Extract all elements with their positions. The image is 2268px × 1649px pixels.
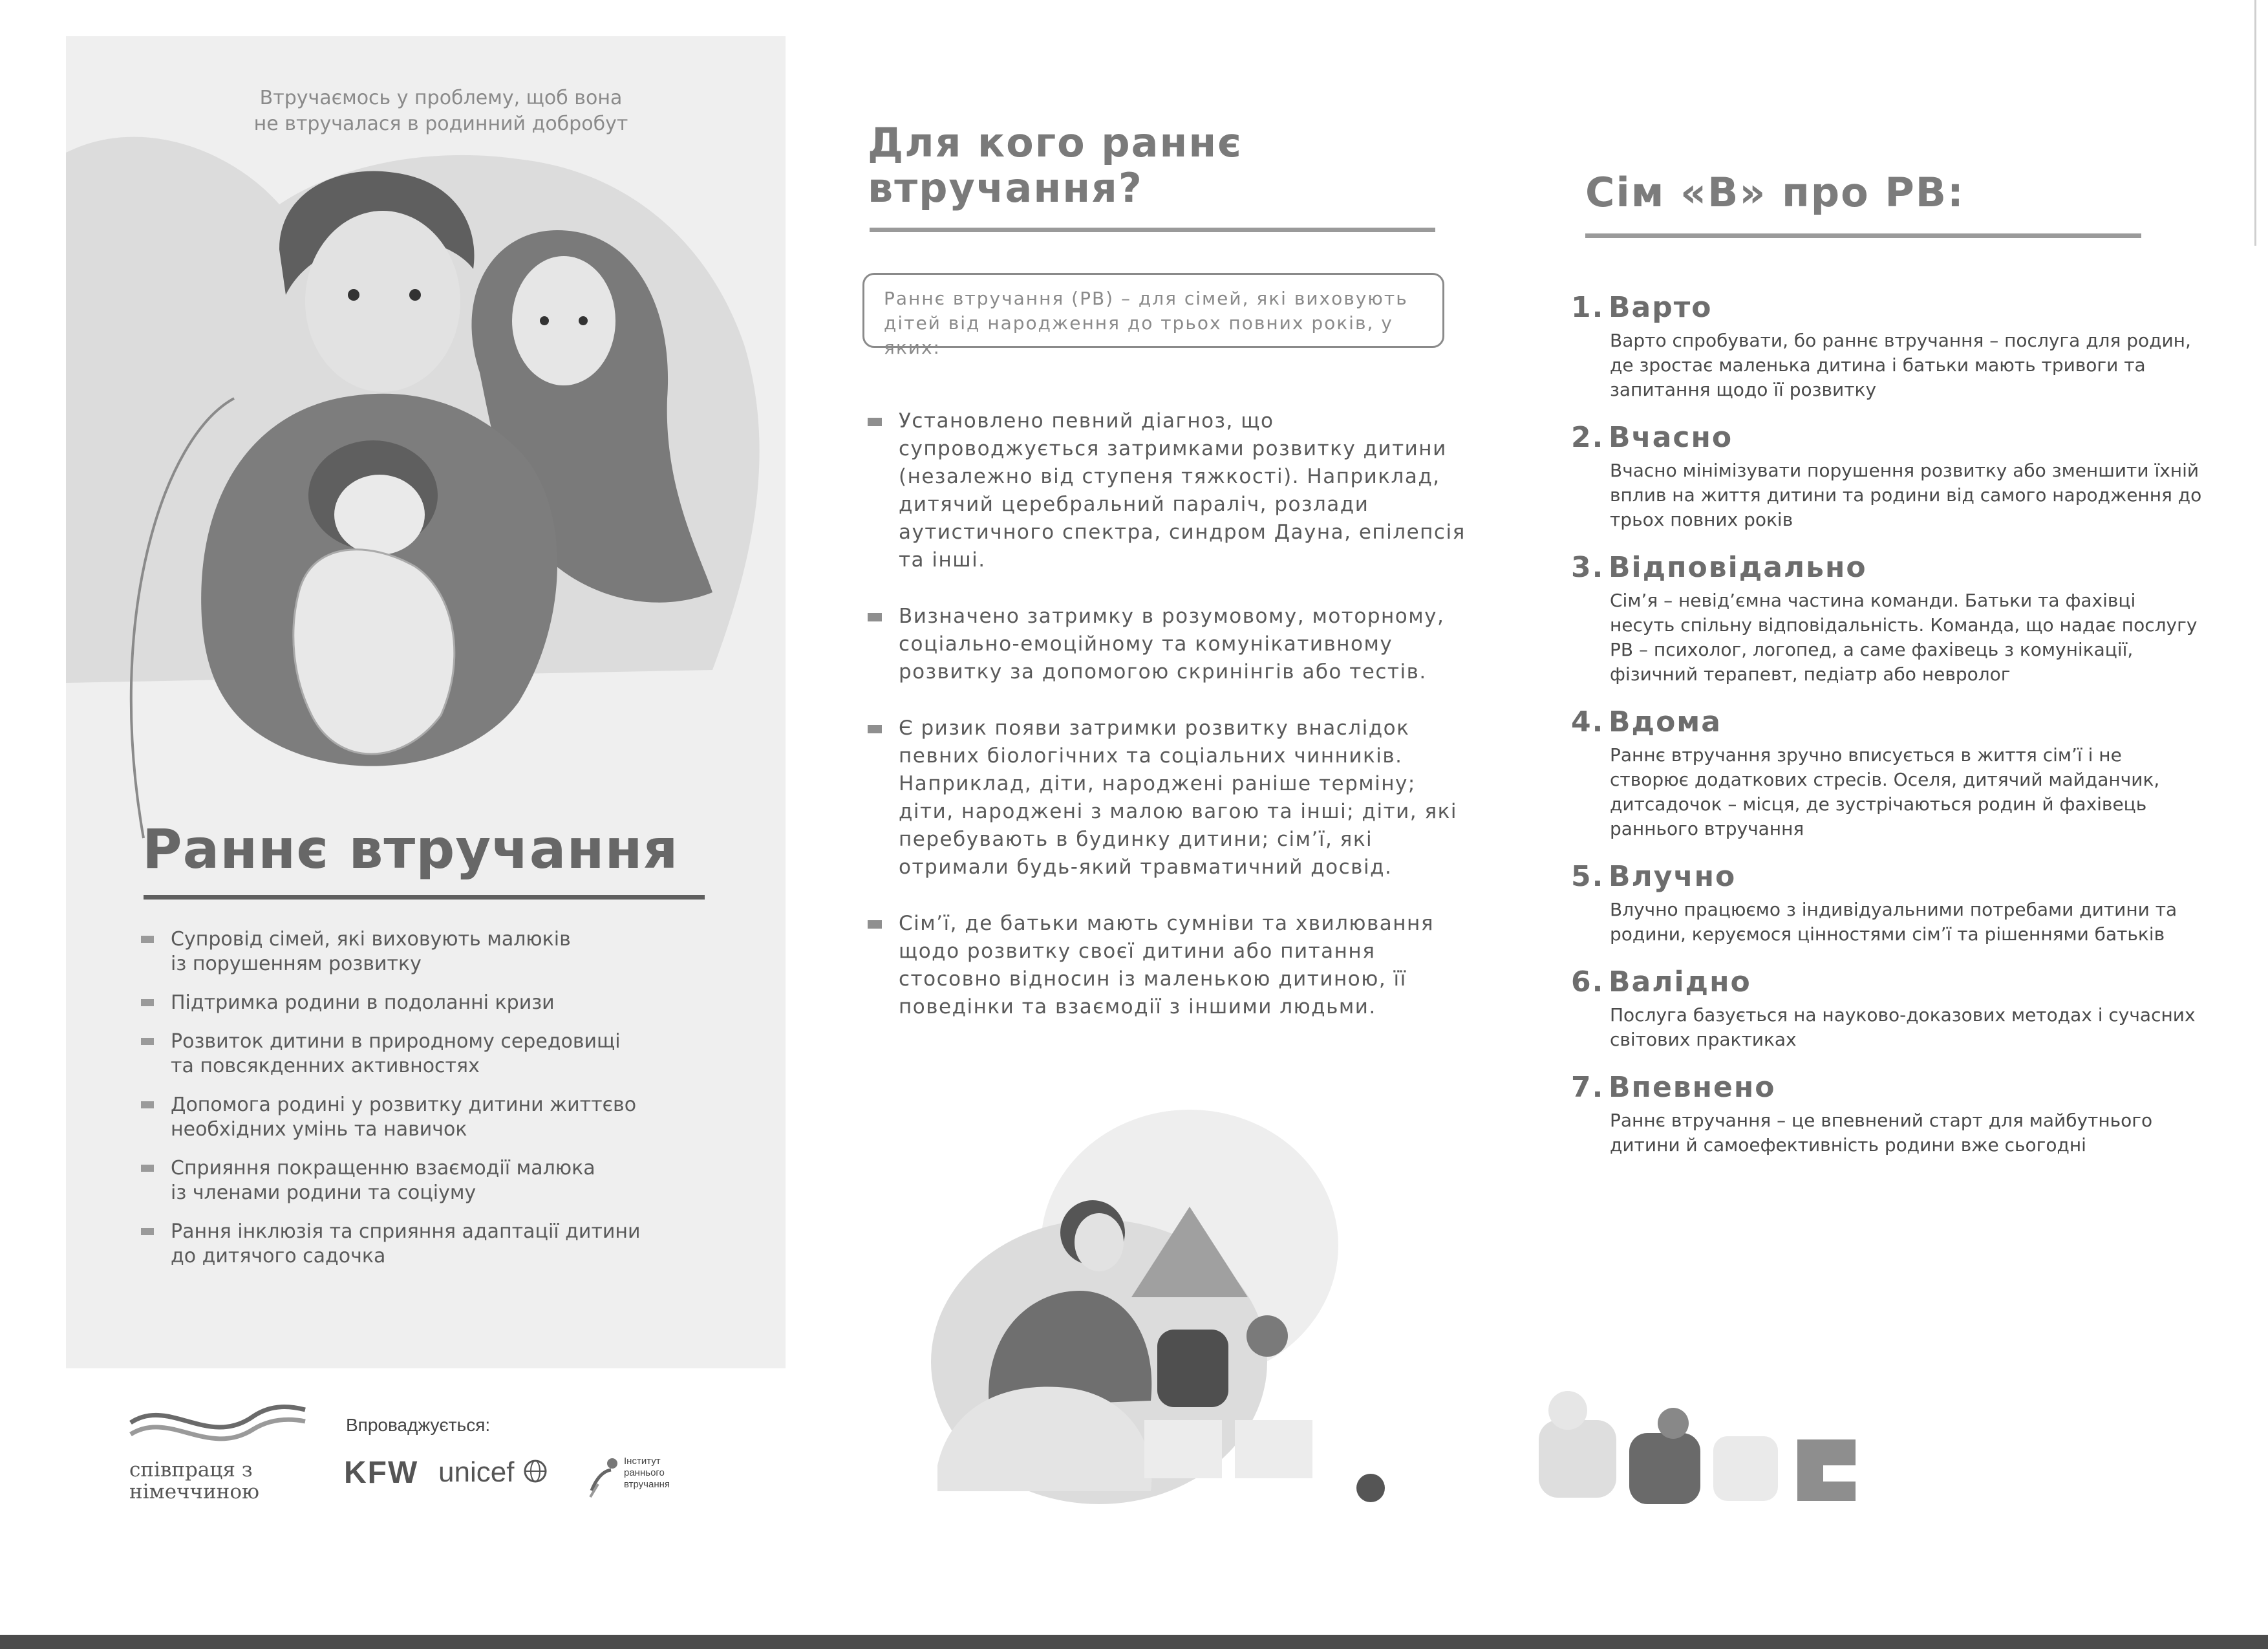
wave-icon [124, 1397, 318, 1455]
principle-item [1571, 420, 2205, 532]
criteria-list [868, 407, 1469, 1050]
principle-item [1571, 704, 2205, 841]
tagline: Втручаємось у проблему, щоб вона не втручалася в родинний добробут [253, 87, 628, 135]
principle-title: Варто [1609, 291, 1713, 324]
principle-number: 4. [1571, 706, 1605, 738]
bullet-square-icon [868, 725, 882, 733]
feature-text: Рання інклюзія та сприяння адаптації дитини до дитячого садочка [171, 1220, 641, 1267]
feature-text: Розвиток дитини в природному середовищі та повсякденних активностях [171, 1030, 621, 1077]
globe-icon [522, 1458, 548, 1484]
principle-text: Влучно працюємо з індивідуальними потребами дитини та родини, керуємося цінностями сім’ї та рішеннями батьків [1610, 899, 2177, 945]
bullet-square-icon [141, 1228, 154, 1235]
panel-who-for [821, 36, 1506, 1414]
institute-text: Інститут раннього втручання [624, 1456, 670, 1490]
unicef-text: unicef [438, 1456, 515, 1488]
principle-heading [1571, 1070, 2205, 1106]
family-illustration [66, 36, 786, 877]
principle-item [1571, 290, 2205, 402]
principle-text: Вчасно мінімізувати порушення розвитку або зменшити їхній вплив на життя дитини та родини від самого народження до трьох повних років [1610, 460, 2202, 530]
scan-edge-shadow [0, 1635, 2268, 1649]
feature-item [141, 991, 723, 1015]
feature-item [141, 1156, 723, 1205]
bullet-square-icon [141, 1038, 154, 1045]
feature-list [141, 927, 723, 1283]
feature-text: Підтримка родини в подоланні кризи [171, 991, 555, 1014]
principle-title: Вчасно [1609, 421, 1733, 454]
bullet-square-icon [141, 936, 154, 943]
criteria-item [868, 910, 1469, 1021]
intro-box: Раннє втручання (РВ) – для сімей, які виховують дітей від народження до трьох повних років, у яких: [862, 273, 1444, 348]
principle-number: 7. [1571, 1071, 1605, 1104]
principle-title: Валідно [1609, 965, 1751, 998]
principle-number: 2. [1571, 421, 1605, 454]
panel2-underline [870, 228, 1435, 232]
criteria-item [868, 603, 1469, 686]
feature-text: Сприяння покращенню взаємодії малюка із членами родини та соціуму [171, 1157, 595, 1204]
panel-early-intervention [66, 36, 786, 1368]
criteria-item [868, 715, 1469, 881]
principle-item [1571, 1070, 2205, 1158]
principle-text: Варто спробувати, бо раннє втручання – послуга для родин, де зростає маленька дитина і батьки мають тривоги та запитання щодо її розвитку [1610, 330, 2191, 400]
principle-text: Раннє втручання зручно вписується в життя сім’ї і не створює додаткових стресів. Оселя, дитячий майданчик, дитсадочок – місця, де зустрічаються родин й фахівець раннього втручання [1610, 744, 2160, 839]
principles-list [1571, 290, 2205, 1175]
criteria-text: Сім’ї, де батьки мають сумніви та хвилювання щодо розвитку своєї дитини або питання стосовно відносин із маленькою дитиною, її поведінки та взаємодії з іншими людьми. [899, 912, 1434, 1018]
bullet-square-icon [868, 920, 882, 929]
principle-item [1571, 550, 2205, 687]
principle-title: Відповідально [1609, 551, 1867, 584]
principle-number: 3. [1571, 551, 1605, 584]
principle-item [1571, 859, 2205, 947]
criteria-text: Установлено певний діагноз, що супроводжується затримками розвитку дитини (незалежно від ступеня тяжкості). Наприклад, дитячий церебральний параліч, розлади аутистичного спектра, синдром Дауна, епілепсія та інші. [899, 409, 1466, 572]
feature-text: Допомога родині у розвитку дитини життєво необхідних умінь та навичок [171, 1094, 637, 1141]
scan-edge-line [2254, 0, 2256, 246]
panel-seven-v [1519, 36, 2243, 1414]
principle-item [1571, 964, 2205, 1052]
principle-heading [1571, 290, 2205, 326]
principle-number: 6. [1571, 965, 1605, 998]
feature-item [141, 927, 723, 976]
principle-heading [1571, 420, 2205, 456]
unicef-logo [438, 1456, 548, 1489]
feature-text: Супровід сімей, які виховують малюків із порушенням розвитку [171, 928, 571, 975]
principle-text: Сім’я – невід’ємна частина команди. Батьки та фахівці несуть спільну відповідальність. Команда, що надає послугу РВ – психолог, логопед, а саме фахівець з комунікації, фізичний терапевт, педіатр або невролог [1610, 590, 2198, 685]
panel3-underline [1585, 233, 2141, 238]
principle-text: Раннє втручання – це впевнений старт для майбутнього дитини й самоефективність родини вже сьогодні [1610, 1110, 2153, 1156]
bullet-square-icon [141, 999, 154, 1006]
feature-item [141, 1029, 723, 1079]
title-underline [144, 895, 705, 900]
bullet-square-icon [868, 418, 882, 426]
feature-item [141, 1220, 723, 1269]
kfw-logo: KFW [344, 1456, 419, 1490]
bullet-square-icon [141, 1101, 154, 1108]
criteria-text: Є ризик появи затримки розвитку внаслідок певних біологічних та соціальних чинників. Наприклад, діти, народжені раніше терміну; діти, народжені з малою вагою та інші; діти, які перебувають в будинку дитини; сім’ї, які отримали будь-який травматичний досвід. [899, 717, 1457, 879]
feature-item [141, 1093, 723, 1142]
principle-number: 1. [1571, 291, 1605, 324]
institute-mark-icon [585, 1452, 624, 1503]
principle-heading [1571, 859, 2205, 895]
shapes-decoration [1519, 1362, 2243, 1556]
institute-logo [585, 1452, 714, 1510]
principle-title: Вдома [1609, 706, 1722, 738]
page-title: Раннє втручання [142, 817, 679, 881]
supported-by-label: Впроваджується: [346, 1415, 491, 1435]
panel2-title: Для кого раннє втручання? [868, 119, 1243, 211]
cooperation-text: співпраця з німеччиною [129, 1458, 260, 1503]
child-playing-illustration [821, 1103, 1506, 1524]
bullet-square-icon [141, 1165, 154, 1172]
criteria-item [868, 407, 1469, 574]
principle-number: 5. [1571, 860, 1605, 893]
criteria-text: Визначено затримку в розумовому, моторному, соціально-емоційному та комунікативному розвитку за допомогою скринінгів або тестів. [899, 605, 1445, 684]
principle-heading [1571, 704, 2205, 740]
principle-heading [1571, 550, 2205, 586]
principle-title: Влучно [1609, 860, 1737, 893]
principle-heading [1571, 964, 2205, 1000]
principle-title: Впевнено [1609, 1071, 1776, 1104]
bullet-square-icon [868, 613, 882, 621]
cooperation-germany-logo [124, 1397, 318, 1513]
principle-text: Послуга базується на науково-доказових методах і сучасних світових практиках [1610, 1004, 2196, 1050]
panel3-title: Сім «В» про РВ: [1585, 169, 1965, 216]
